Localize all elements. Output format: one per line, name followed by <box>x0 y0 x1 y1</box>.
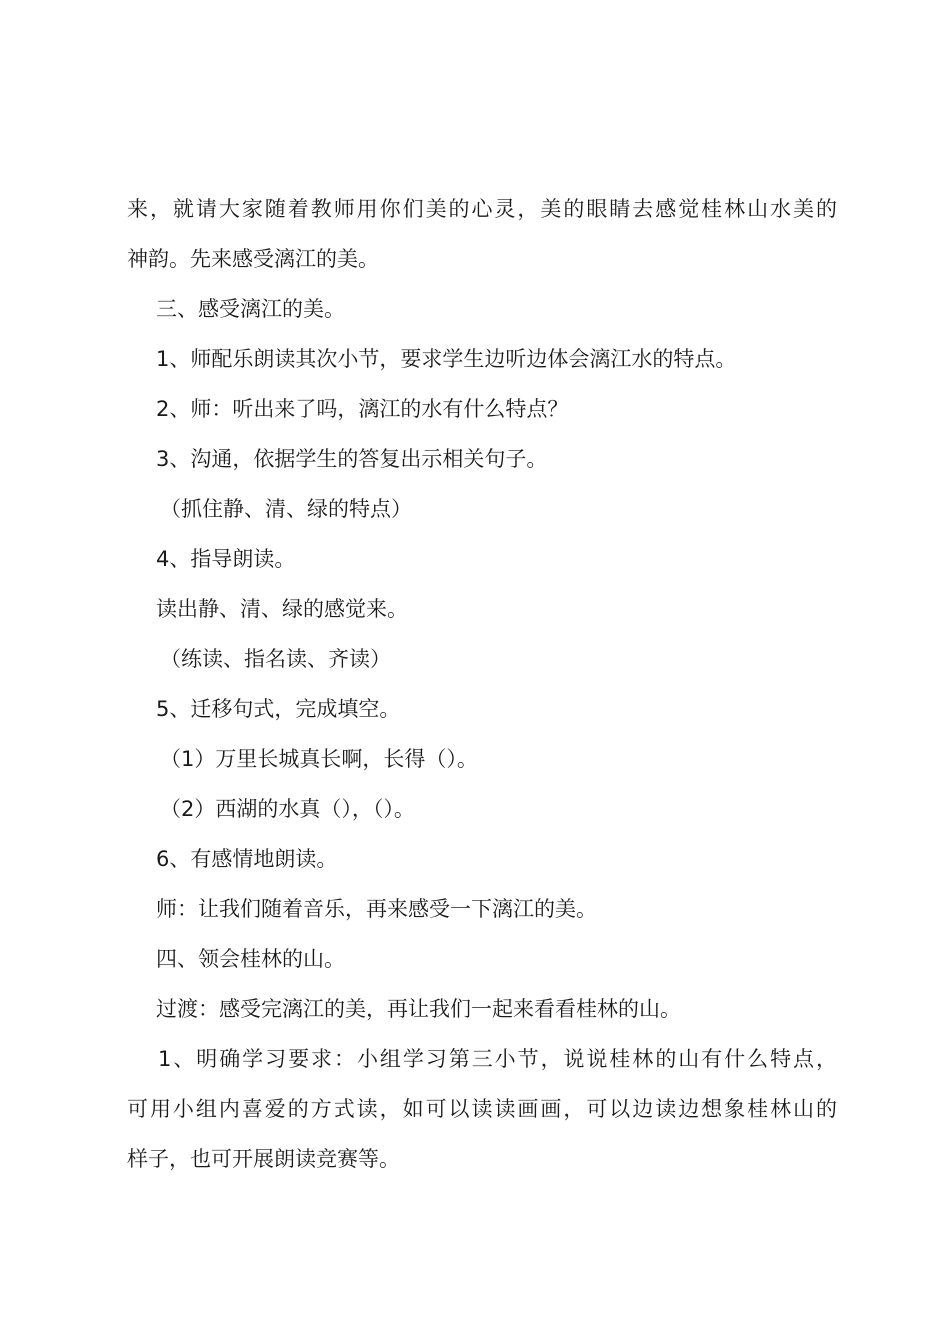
note-line-2: （练读、指名读、齐读） <box>160 647 391 671</box>
paragraph-line-4: 师：让我们随着音乐，再来感受一下漓江的美。 <box>156 897 597 921</box>
paragraph-line-5: 过渡：感受完漓江的美，再让我们一起来看看桂林的山。 <box>156 997 681 1021</box>
list-item-4: 4、指导朗读。 <box>156 547 296 571</box>
paragraph-line-6: 可用小组内喜爱的方式读，如可以读读画画，可以边读边想象桂林山的 <box>127 1097 837 1121</box>
paragraph-line-1: 来，就请大家随着教师用你们美的心灵，美的眼睛去感觉桂林山水美的 <box>127 197 837 221</box>
exercise-line-2: （2）西湖的水真（），（）。 <box>160 797 415 821</box>
paragraph-line-3: 读出静、清、绿的感觉来。 <box>156 597 408 621</box>
exercise-line-1: （1）万里长城真长啊，长得（）。 <box>160 747 478 771</box>
paragraph-line-7: 样子，也可开展朗读竞赛等。 <box>127 1147 400 1171</box>
section-heading-4: 四、领会桂林的山。 <box>156 947 345 971</box>
list-item-2: 2、师：听出来了吗，漓江的水有什么特点？ <box>156 397 569 421</box>
document-body <box>127 184 837 1184</box>
paragraph-line-2: 神韵。先来感受漓江的美。 <box>127 247 379 271</box>
list-item-1: 1、师配乐朗读其次小节，要求学生边听边体会漓江水的特点。 <box>156 347 737 371</box>
list-item-6: 6、有感情地朗读。 <box>156 847 338 871</box>
section-heading-3: 三、感受漓江的美。 <box>156 297 345 321</box>
list-item-7: 1、明确学习要求：小组学习第三小节，说说桂林的山有什么特点， <box>158 1047 837 1071</box>
note-line-1: （抓住静、清、绿的特点） <box>160 497 412 521</box>
list-item-3: 3、沟通，依据学生的答复出示相关句子。 <box>156 447 548 471</box>
list-item-5: 5、迁移句式，完成填空。 <box>156 697 401 721</box>
